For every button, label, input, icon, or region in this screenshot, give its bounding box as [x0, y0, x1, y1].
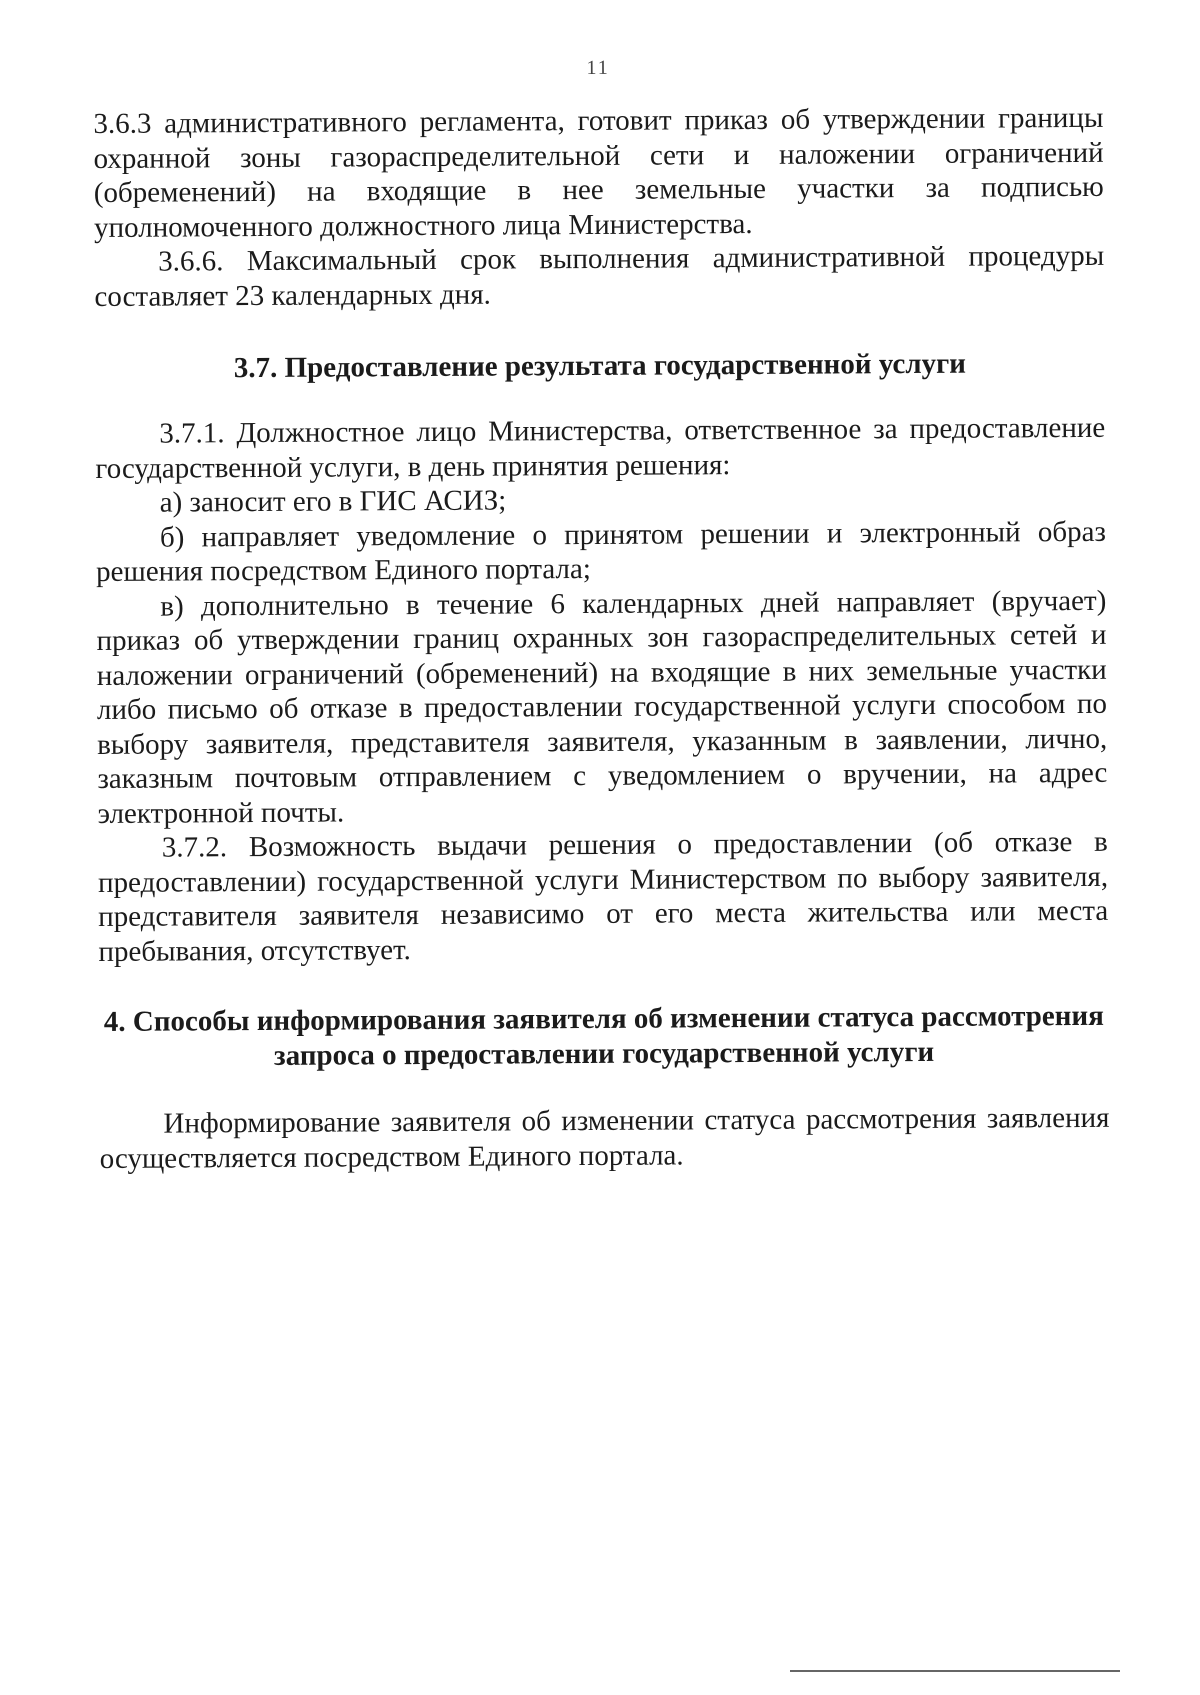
list-item-a: а) заносит его в ГИС АСИЗ;: [159, 484, 507, 519]
list-item-b: б) направляет уведомление о принятом решении и электронный образ решения посредством Единого портала;: [96, 515, 1106, 588]
document-page: [93, 54, 1110, 1176]
page-number: 11: [586, 56, 610, 79]
paragraph-section-4: Информирование заявителя об изменении статуса рассмотрения заявления осуществляется посредством Единого портала.: [99, 1101, 1110, 1175]
section-4-title: [99, 999, 1109, 1075]
paragraph-3-6-6: 3.6.6. Максимальный срок выполнения административной процедуры составляет 23 календарных дня.: [94, 239, 1105, 313]
section-3-7-title: 3.7. Предоставление результата государственной услуги: [233, 347, 967, 385]
section-4-title-line-2: запроса о предоставлении государственной услуги: [273, 1035, 935, 1072]
footer-rule: [790, 1670, 1120, 1672]
list-item-c: в) дополнительно в течение 6 календарных дней направляет (вручает) приказ об утверждении границ охранных зон газораспределительных сетей и наложении ограничений (обременений) на входящие в них земельные участки либо письмо об отказе в предоставлении государственной услуги способом по выбору заявителя, представителя заявителя, указанным в заявлении, лично, заказным почтовым отправлением с уведомлением о вручении, на адрес электронной почты.: [96, 584, 1108, 830]
paragraph-3-7-2: 3.7.2. Возможность выдачи решения о предоставлении (об отказе в предоставлении) государственной услуги Министерством по выбору заявителя, представителя заявителя независимо от его места жительства или места пребывания, отсутствует.: [97, 825, 1109, 968]
paragraph-3-6-3-continuation: 3.6.3 административного регламента, готовит приказ об утверждении границы охранной зоны газораспределительной сети и наложении ограничений (обременений) на входящие в нее земельные участки за подписью уполномоченного должностного лица Министерства.: [93, 101, 1104, 244]
section-4-title-line-1: 4. Способы информирования заявителя об изменении статуса рассмотрения: [103, 999, 1104, 1038]
paragraph-3-7-1: 3.7.1. Должностное лицо Министерства, ответственное за предоставление государственной услуги, в день принятия решения:: [95, 411, 1106, 485]
